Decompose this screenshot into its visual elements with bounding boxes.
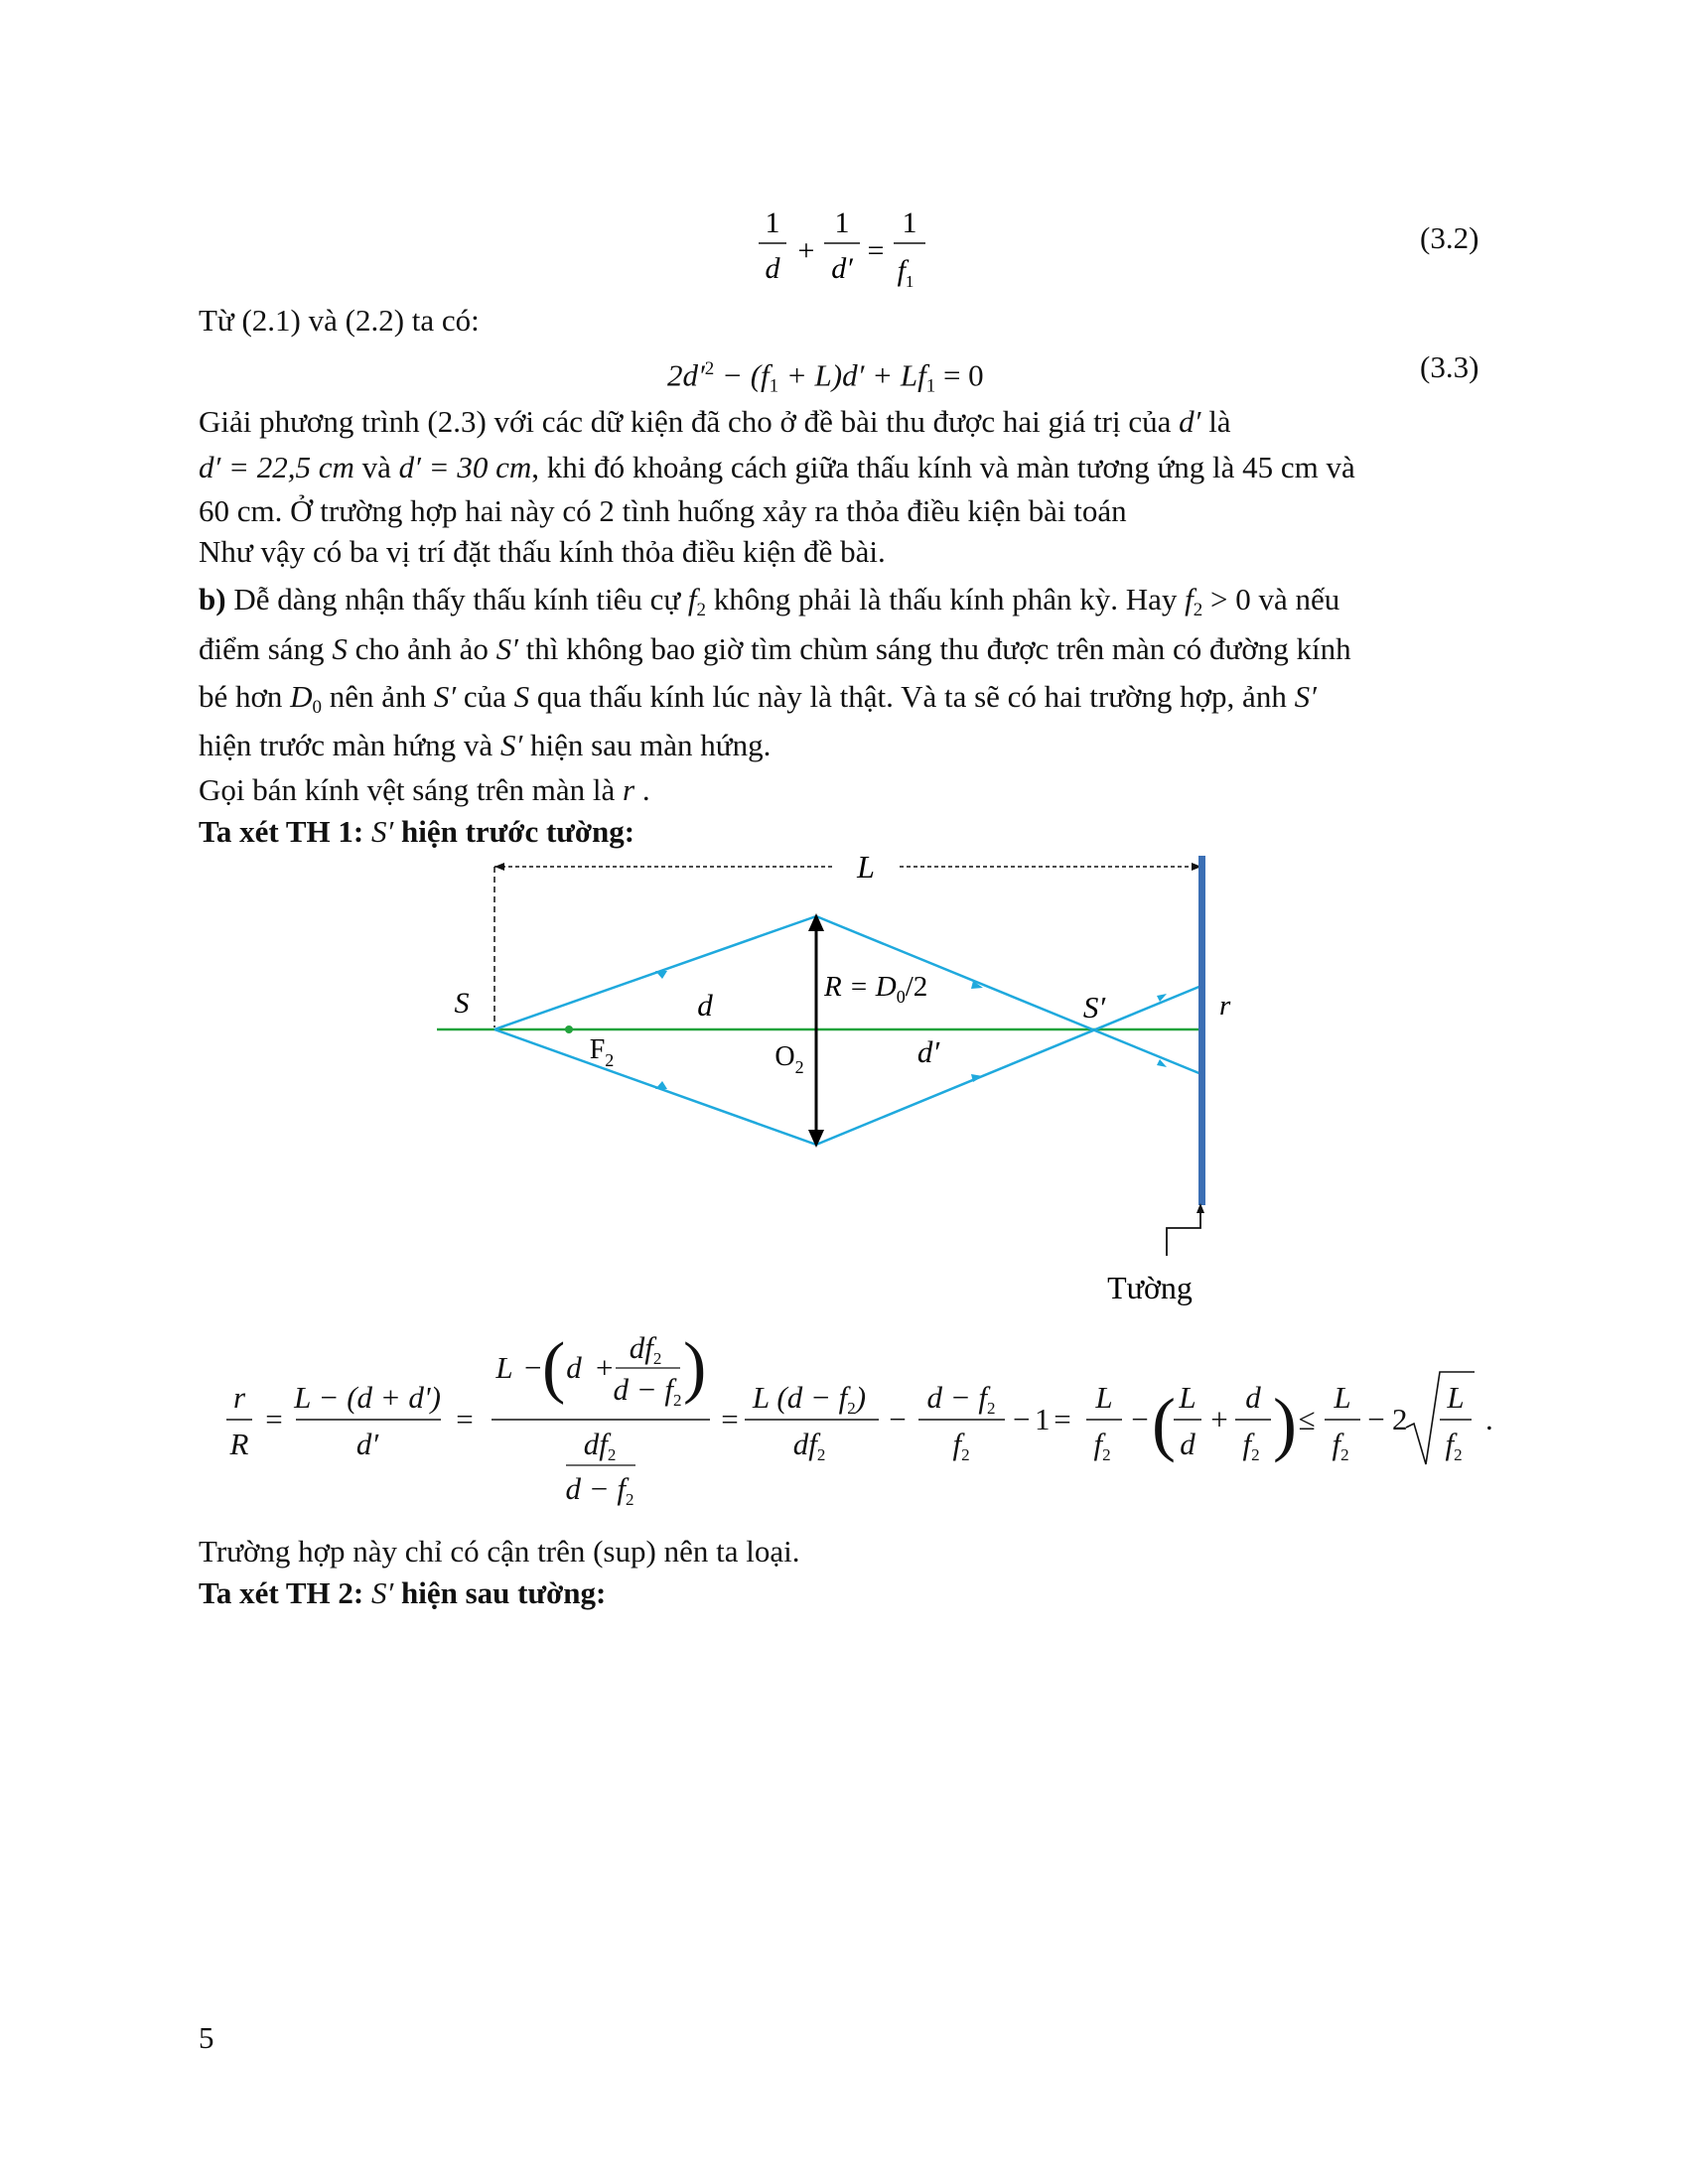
label-r: r (1219, 990, 1231, 1022)
paragraph-b-line1: b) Dễ dàng nhận thấy thấu kính tiêu cự $f_2$ không phải là thấu kính phân kỳ. Hay $f_2 > 0$ và nếu (199, 582, 1340, 620)
svg-text:L: L (1095, 1380, 1113, 1415)
frac1-denominator: d (765, 252, 780, 285)
svg-text:1: 1 (1035, 1402, 1051, 1436)
svg-text:(: ( (542, 1329, 566, 1406)
svg-text:L: L (1447, 1380, 1465, 1415)
frac3-numerator: 1 (902, 206, 917, 239)
svg-text:d − f2: d − f2 (613, 1372, 682, 1410)
frac2-numerator: 1 (834, 206, 850, 239)
case-2-heading: Ta xét TH 2: S′ hiện sau tường: (199, 1575, 607, 1610)
svg-text:=: = (1054, 1402, 1071, 1436)
label-L: L (857, 849, 875, 885)
ray-lower-in (494, 1029, 816, 1145)
svg-text:f2: f2 (952, 1427, 970, 1464)
svg-text:L: L (1334, 1380, 1351, 1415)
frac1-numerator: 1 (765, 206, 780, 239)
page-number: 5 (199, 2020, 214, 2055)
ratio-inequality-equation (0, 1320, 1688, 1519)
svg-text:2: 2 (1392, 1402, 1408, 1436)
case-1-heading: Ta xét TH 1: S′ hiện trước tường: (199, 814, 635, 849)
paragraph-solve-line1: Giải phương trình (2.3) với các dữ kiện đã cho ở đề bài thu được hai giá trị của d′ là (199, 404, 1231, 439)
paragraph-b-line5: Gọi bán kính vệt sáng trên màn là r . (199, 772, 650, 807)
svg-text:d: d (1245, 1380, 1261, 1415)
paragraph-solve-line3: 60 cm. Ở trường hợp hai này có 2 tình huống xảy ra thỏa điều kiện bài toán (199, 493, 1127, 528)
ray-lower-out (816, 986, 1201, 1145)
svg-text:+: + (1210, 1402, 1228, 1436)
svg-text:): ) (1273, 1384, 1297, 1463)
svg-text:): ) (683, 1329, 707, 1406)
label-F2: $F_2$ (589, 1034, 615, 1070)
svg-text:−: − (1013, 1402, 1031, 1436)
svg-text:+: + (596, 1350, 614, 1385)
svg-text:=: = (456, 1402, 474, 1436)
svg-text:−: − (1367, 1402, 1385, 1436)
svg-text:L − (d + d'): L − (d + d') (294, 1380, 441, 1415)
equation-number-3-2: (3.2) (1420, 220, 1479, 255)
svg-text:d′: d′ (355, 1427, 379, 1461)
svg-text:+: + (797, 234, 815, 267)
svg-text:−: − (524, 1350, 542, 1385)
frac3-denominator: $f_1$ (897, 254, 914, 291)
svg-text:df2: df2 (629, 1330, 662, 1368)
equation-number-3-3: (3.3) (1420, 349, 1479, 384)
svg-text:−: − (889, 1402, 907, 1436)
label-d: d (697, 988, 713, 1023)
svg-text:f2: f2 (1332, 1427, 1349, 1464)
label-wall: Tường (1107, 1270, 1193, 1305)
label-S: S (454, 987, 470, 1020)
label-d-prime: d′ (916, 1034, 940, 1069)
paragraph-solve-line4: Như vậy có ba vị trí đặt thấu kính thỏa điều kiện đề bài. (199, 534, 886, 569)
svg-text:f2: f2 (1445, 1427, 1463, 1464)
svg-text:f2: f2 (1242, 1427, 1260, 1464)
svg-text:.: . (1485, 1402, 1493, 1436)
svg-text:d: d (566, 1350, 582, 1385)
label-S-prime: S′ (1082, 990, 1106, 1024)
svg-text:≤: ≤ (1298, 1402, 1316, 1436)
paragraph-solve-line2: d′ = 22,5 cm và d′ = 30 cm, khi đó khoảng cách giữa thấu kính và màn tương ứng là 45 cm và (199, 450, 1355, 484)
svg-text:(: ( (1152, 1384, 1176, 1463)
svg-text:d − f2: d − f2 (565, 1471, 634, 1509)
equation-3-3: $2d'^2 - (f_1 + L)d' + Lf_1 = 0$ (667, 357, 984, 397)
paragraph-b-line3: bé hơn $D_0$ nên ảnh S′ của S qua thấu kính lúc này là thật. Và ta sẽ có hai trường hợp, ảnh S′ (199, 679, 1317, 718)
focus-point (565, 1025, 573, 1033)
svg-text:=: = (867, 234, 885, 267)
svg-text:L: L (1179, 1380, 1196, 1415)
frac2-denominator: d′ (831, 252, 853, 285)
svg-text:=: = (721, 1402, 739, 1436)
svg-text:d: d (1180, 1427, 1196, 1461)
paragraph-case1-conclusion: Trường hợp này chỉ có cận trên (sup) nên ta loại. (199, 1534, 800, 1569)
wall-screen (1198, 856, 1205, 1205)
svg-text:=: = (265, 1402, 283, 1436)
svg-text:−: − (1131, 1402, 1149, 1436)
paragraph-b-line4: hiện trước màn hứng và S′ hiện sau màn hứng. (199, 728, 772, 762)
label-R: $R = D_0/2$ (824, 971, 928, 1007)
svg-text:df2: df2 (583, 1427, 617, 1464)
ray-upper-in (494, 916, 816, 1029)
svg-text:df2: df2 (792, 1427, 826, 1464)
svg-text:r: r (232, 1380, 246, 1415)
svg-text:L: L (495, 1350, 513, 1385)
svg-text:d − f2: d − f2 (926, 1380, 996, 1418)
label-O2: $O_2$ (774, 1041, 804, 1077)
svg-text:R: R (229, 1427, 249, 1461)
svg-text:f2: f2 (1093, 1427, 1111, 1464)
paragraph-b-line2: điểm sáng S cho ảnh ảo S′ thì không bao giờ tìm chùm sáng thu được trên màn có đường kính (199, 631, 1351, 666)
paragraph-intro: Từ (2.1) và (2.2) ta có: (199, 303, 480, 338)
wall-pointer (1167, 1209, 1200, 1256)
svg-text:L (d − f2): L (d − f2) (752, 1380, 867, 1418)
